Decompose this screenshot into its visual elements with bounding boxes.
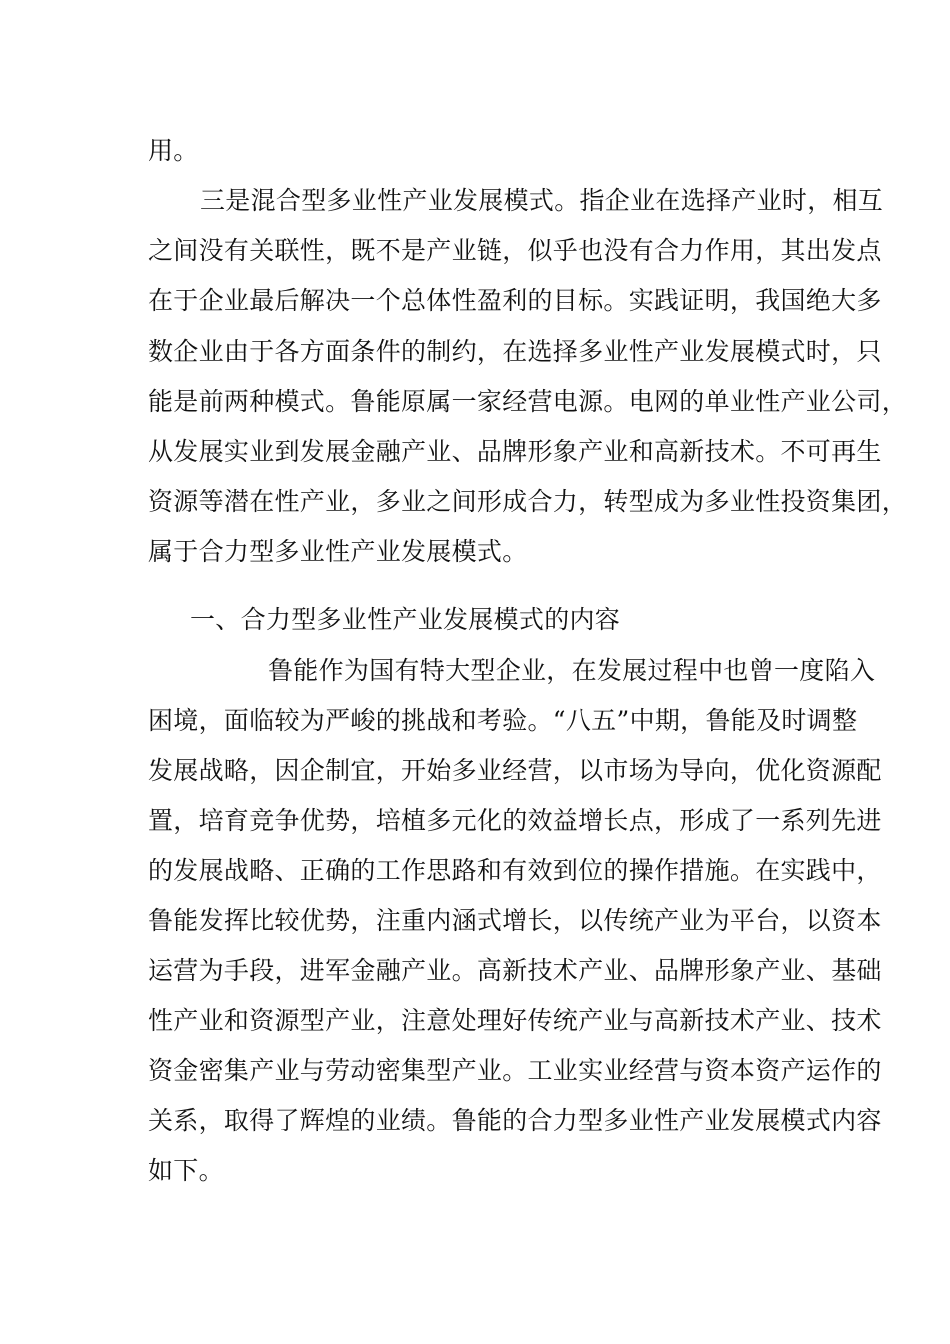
paragraph-3-line-11: 如下。 — [148, 1156, 224, 1185]
paragraph-2-line-2: 之间没有关联性，既不是产业链，似乎也没有合力作用，其出发点 — [148, 236, 882, 265]
paragraph-3-line-5: 的发展战略、正确的工作思路和有效到位的操作措施。在实践中， — [148, 856, 882, 885]
paragraph-3-line-2: 困境，面临较为严峻的挑战和考验。“八五”中期，鲁能及时调整 — [148, 706, 858, 735]
paragraph-3-line-3: 发展战略，因企制宜，开始多业经营，以市场为导向，优化资源配 — [148, 756, 882, 785]
paragraph-2-line-5: 能是前两种模式。鲁能原属一家经营电源。电网的单业性产业公司， — [148, 387, 908, 416]
paragraph-2-line-1: 三是混合型多业性产业发展模式。指企业在选择产业时，相互 — [200, 186, 884, 215]
paragraph-2-line-6: 从发展实业到发展金融产业、品牌形象产业和高新技术。不可再生 — [148, 437, 882, 466]
paragraph-3-line-4: 置，培育竞争优势，培植多元化的效益增长点，形成了一系列先进 — [148, 806, 882, 835]
paragraph-2-line-3: 在于企业最后解决一个总体性盈利的目标。实践证明，我国绝大多 — [148, 286, 882, 315]
paragraph-3-line-10: 关系，取得了辉煌的业绩。鲁能的合力型多业性产业发展模式内容 — [148, 1106, 882, 1135]
paragraph-2-line-7: 资源等潜在性产业，多业之间形成合力，转型成为多业性投资集团， — [148, 487, 908, 516]
paragraph-2-line-4: 数企业由于各方面条件的制约，在选择多业性产业发展模式时，只 — [148, 337, 882, 366]
section-heading: 一、合力型多业性产业发展模式的内容 — [190, 605, 621, 634]
paragraph-3-line-1: 鲁能作为国有特大型企业，在发展过程中也曾一度陷入 — [268, 656, 876, 685]
paragraph-3-line-7: 运营为手段，进军金融产业。高新技术产业、品牌形象产业、基础 — [148, 956, 882, 985]
paragraph-2-line-8: 属于合力型多业性产业发展模式。 — [148, 537, 528, 566]
paragraph-3-line-8: 性产业和资源型产业，注意处理好传统产业与高新技术产业、技术 — [148, 1006, 882, 1035]
paragraph-3-line-6: 鲁能发挥比较优势，注重内涵式增长，以传统产业为平台，以资本 — [148, 906, 882, 935]
paragraph-1-line-1: 用。 — [148, 136, 199, 165]
paragraph-3-line-9: 资金密集产业与劳动密集型产业。工业实业经营与资本资产运作的 — [148, 1056, 882, 1085]
